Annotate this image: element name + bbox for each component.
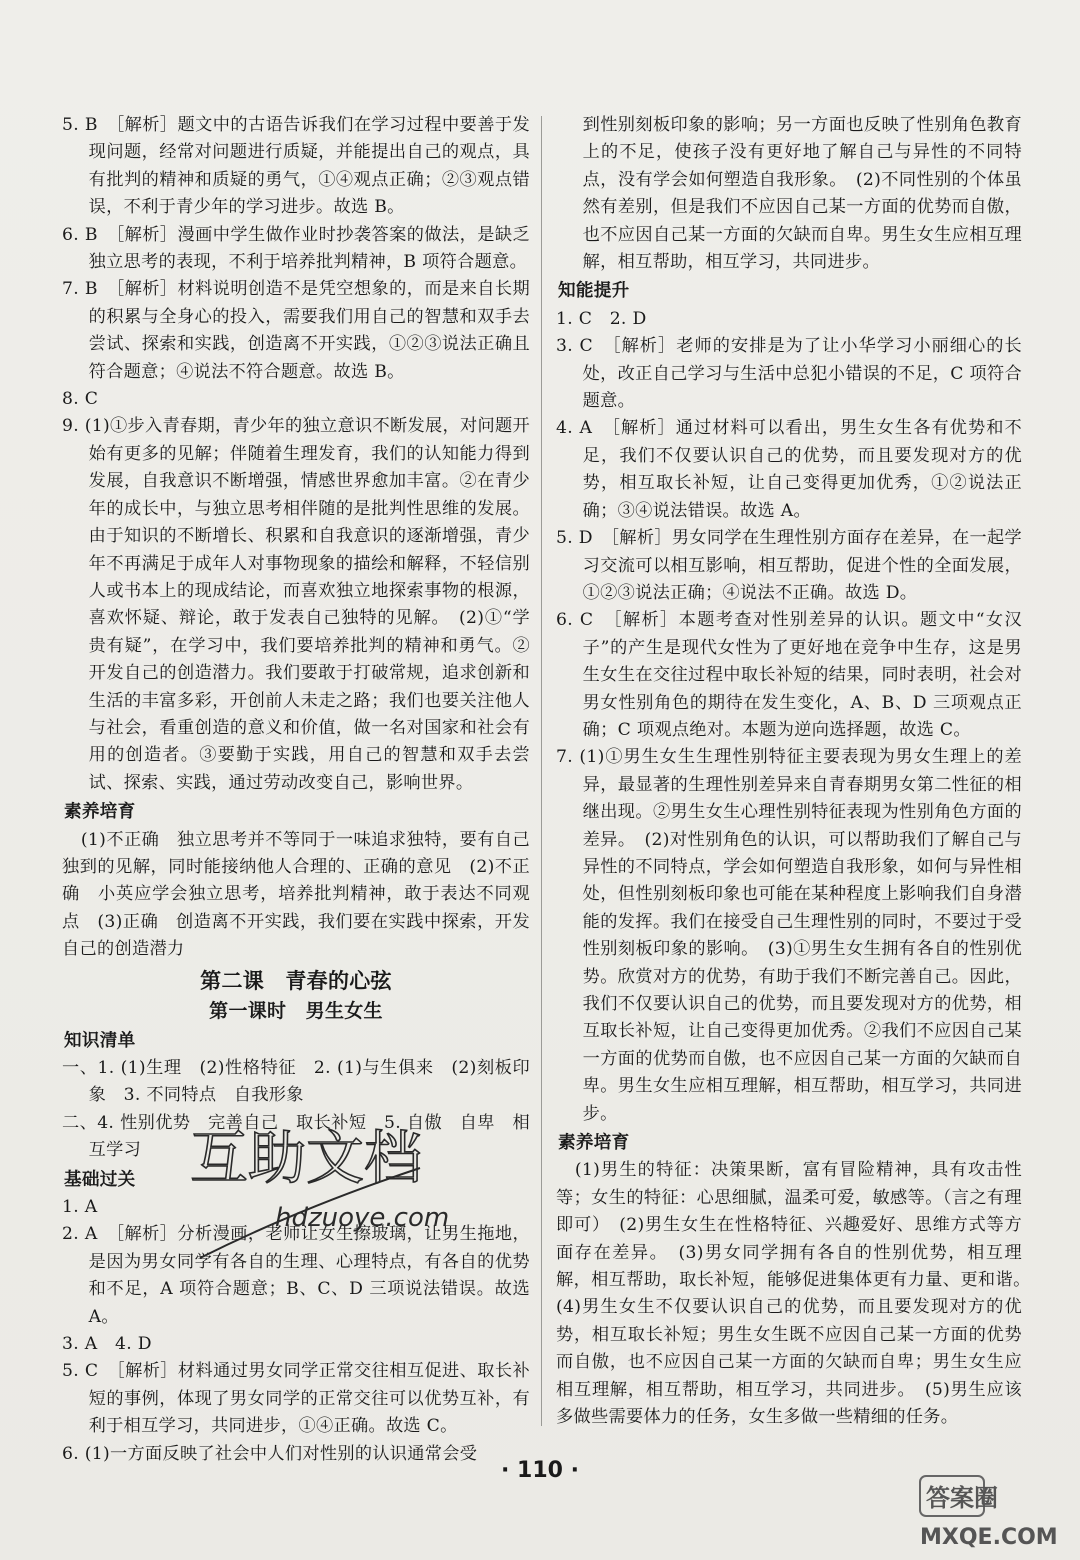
left-column <box>62 112 530 1468</box>
stamp-logo-text: 答案圈 <box>926 1484 998 1512</box>
column-divider <box>541 116 542 1426</box>
answer-7: 7. B ［解析］材料说明创造不是凭空想象的，而是来自长期的积累与全身心的投入，需要我们用自己的智慧和双手去尝试、探索和实践，创造离不开实践，①②③说法正确且符合题意；④说法不符合题意。故选 B。 <box>62 279 530 382</box>
answer-9: 9. (1)①步入青春期，青少年的独立意识不断发展，对问题开始有更多的见解；伴随着生理发育，我们的认知能力得到发展，自我意识不断增强，情感世界愈加丰富。②在青少年的成长中，与独立思考相伴随的是批判性思维的发展。由于知识的不断增长、积累和自我意识的逐渐增强，青少年不再满足于成年人对事物现象的描绘和解释，不轻信别人或书本上的现成结论，而喜欢独立地探索事物的根源，喜欢怀疑、辩论，敢于发表自己独特的见解。 (2)①“学贵有疑”，在学习中，我们要培养批判的精神和勇气。②开发自己的创造潜力。我们要敢于打破常规，追求创新和生活的丰富多彩，开创前人未走之路；我们也要关注他人与社会，看重创造的意义和价值，做一名对国家和社会有用的创造者。③要勤于实践，用自己的智慧和双手去尝试、探索、实践，通过劳动改变自己，影响世界。 <box>62 416 530 793</box>
lesson-subtitle: 第一课时 男生女生 <box>209 999 383 1022</box>
watermark-url: hdzuoye.com <box>275 1203 450 1233</box>
stamp-url-text: MXQE.COM <box>920 1525 1058 1550</box>
section-heading-tisheng: 知能提升 <box>558 281 630 302</box>
jichu-answer-1: 1. A <box>62 1197 98 1218</box>
tisheng-answer-6: 6. C ［解析］本题考查对性别差异的认识。题文中“女汉子”的产生是现代女性为了更好地在竞争中生存，这是男生女生在交往过程中取长补短的结果，同时表明，社会对男女性别角色的期待在发生变化，A、B、D 三项观点正确；C 项观点绝对。本题为逆向选择题，故选 C。 <box>556 610 1022 740</box>
suyang-answer: (1)不正确 独立思考并不等同于一味追求独特，要有自己独到的见解，同时能接纳他人合理的、正确的意见 (2)不正确 小英应学会独立思考，培养批判精神，敢于表达不同观点 (3)正确 创造离不开实践，我们要在实践中探索，开发自己的创造潜力 <box>62 829 530 960</box>
answer-6-continued: 到性别刻板印象的影响；另一方面也反映了性别角色教育上的不足，使孩子没有更好地了解自己与异性的不同特点，没有学会如何塑造自我形象。 (2)不同性别的个体虽然有差别，但是我们不应因自己某一方面的优势而自傲，也不应因自己某一方面的欠缺而自卑。男生女生应相互理解，相互帮助，相互学习，共同进步。 <box>582 115 1022 273</box>
answer-6: 6. B ［解析］漫画中学生做作业时抄袭答案的做法，是缺乏独立思考的表现，不利于培养批判精神，B 项符合题意。 <box>62 224 530 273</box>
lesson-title: 第二课 青春的心弦 <box>200 968 392 993</box>
section-heading-suyang: 素养培育 <box>64 802 136 823</box>
section-heading-jichu: 基础过关 <box>64 1169 136 1190</box>
tisheng-answer-3: 3. C ［解析］老师的安排是为了让小华学习小丽细心的长处，改正自己学习与生活中总犯小错误的不足，C 项符合题意。 <box>556 336 1022 412</box>
right-column <box>556 112 1040 1432</box>
tisheng-answer-5: 5. D ［解析］男女同学在生理性别方面存在差异，在一起学习交流可以相互影响，相互帮助，促进个性的全面发展，①②③说法正确；④说法不正确。故选 D。 <box>556 528 1022 603</box>
page-number: · 110 · <box>501 1458 579 1483</box>
section-heading-zhishi: 知识清单 <box>64 1030 136 1051</box>
watermark-text: 互助文档 <box>190 1124 423 1192</box>
jichu-answer-2: 2. A ［解析］分析漫画，老师让女生擦玻璃，让男生拖地，是因为男女同学有各自的生理、心理特点，有各自的优势和不足，A 项符合题意；B、C、D 三项说法错误。故选 A。 <box>62 1224 530 1327</box>
tisheng-answer-7: 7. (1)①男生女生生理性别特征主要表现为男女生理上的差异，最显著的生理性别差异来自青春期男女第二性征的相继出现。②男生女生心理性别特征表现为性别角色方面的差异。 (2)对性别角色的认识，可以帮助我们了解自己与异性的不同特点，学会如何塑造自我形象，如何与异性相处，但性别刻板印象也可能在某种程度上影响我们自身潜能的发挥。我们在接受自己生理性别的同时，不要过于受性别刻板印象的影响。 (3)①男生女生拥有各自的性别优势。欣赏对方的优势，有助于我们不断完善自己。因此，我们不仅要认识自己的优势，而且要发现对方的优势，相互取长补短，让自己变得更加优秀。②我们不应因自己某一方面的优势而自傲，也不应因自己某一方面的欠缺而自卑。男生女生应相互理解，相互帮助，相互学习，共同进步。 <box>556 747 1022 1124</box>
suyang-answer-right: (1)男生的特征：决策果断，富有冒险精神，具有攻击性等；女生的特征：心思细腻，温柔可爱，敏感等。（言之有理即可） (2)男生女生在性格特征、兴趣爱好、思维方式等方面存在差异。 (3)男女同学拥有各自的性别优势，相互理解，相互帮助，取长补短，能够促进集体更有力量、更和谐。 (4)男生女生不仅要认识自己的优势，而且要发现对方的优势，相互取长补短；男生女生既不应因自己某一方面的优势而自傲，也不应因自己某一方面的欠缺而自卑；男生女生应相互理解，相互帮助，相互学习，共同进步。 (5)男生应该多做些需要体力的任务，女生多做一些精细的任务。 <box>556 1160 1040 1428</box>
tisheng-answer-1-2: 1. C 2. D <box>556 308 647 329</box>
answer-8: 8. C <box>62 389 99 410</box>
answer-5: 5. B ［解析］题文中的古语告诉我们在学习过程中要善于发现问题，经常对问题进行质疑，并能提出自己的观点，具有批判的精神和质疑的勇气，①④观点正确；②③观点错误，不利于青少年的学习进步。故选 B。 <box>62 115 530 218</box>
jichu-answer-6: 6. (1)一方面反映了社会中人们对性别的认识通常会受 <box>62 1443 478 1464</box>
zhishi-item-2: 二、4. 性别优势 完善自己 取长补短 5. 自傲 自卑 相互学习 <box>62 1112 530 1161</box>
jichu-answer-5: 5. C ［解析］材料通过男女同学正常交往相互促进、取长补短的事例，体现了男女同学的正常交往可以优势互补，有利于相互学习，共同进步，①④正确。故选 C。 <box>62 1361 530 1437</box>
site-stamp-logo <box>912 1472 1072 1552</box>
zhishi-item-1: 一、1. (1)生理 (2)性格特征 2. (1)与生俱来 (2)刻板印象 3. 不同特点 自我形象 <box>62 1058 530 1106</box>
section-heading-suyang-right: 素养培育 <box>558 1133 630 1154</box>
jichu-answer-3-4: 3. A 4. D <box>62 1334 152 1355</box>
tisheng-answer-4: 4. A ［解析］通过材料可以看出，男生女生各有优势和不足，我们不仅要认识自己的优势，而且要发现对方的优势，相互取长补短，让自己变得更加优秀，①②说法正确；③④说法错误。故选 A。 <box>556 418 1022 521</box>
